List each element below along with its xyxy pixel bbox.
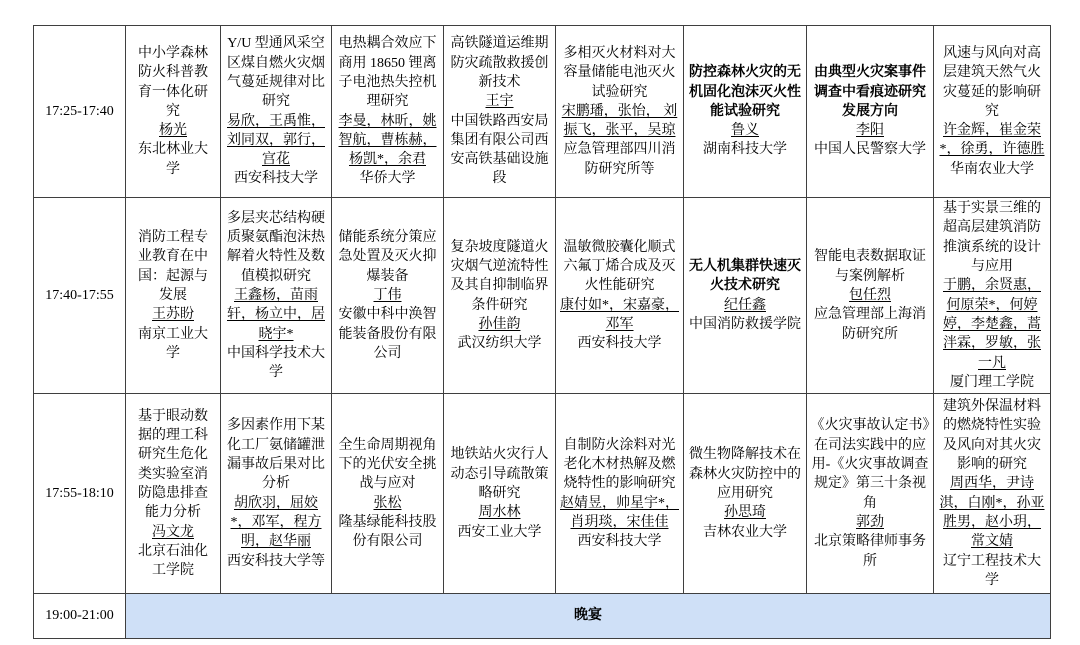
session-cell [444, 26, 556, 198]
paper-affiliation: 西安科技大学 [577, 336, 662, 352]
session-cell [556, 198, 684, 394]
banquet-cell: 晚宴 [126, 594, 1051, 639]
paper-title: 防控森林火灾的无机固化泡沫灭火性能试验研究 [689, 65, 801, 119]
paper-title: 风速与风向对高层建筑天然气火灾蔓延的影响研究 [943, 45, 1041, 119]
paper-title: 储能系统分策应急处置及灭火抑爆装备 [338, 229, 437, 284]
paper-title: 电热耦合效应下商用 18650 锂离子电池热失控机理研究 [338, 36, 437, 110]
paper-authors: 孙思琦 [724, 505, 766, 521]
paper-affiliation: 西安工业大学 [457, 524, 542, 540]
paper-title: 多因素作用下某化工厂氨储罐泄漏事故后果对比分析 [227, 418, 325, 492]
session-cell [934, 394, 1051, 594]
paper-title: 消防工程专业教育在中国：起源与发展 [138, 229, 208, 303]
paper-title: 高铁隧道运维期防灾疏散救援创新技术 [450, 36, 549, 90]
paper-affiliation: 应急管理部四川消防研究所等 [563, 142, 676, 177]
session-cell [126, 198, 221, 394]
paper-title: 智能电表数据取证与案例解析 [814, 249, 926, 284]
paper-authors: 王苏盼 [152, 307, 194, 323]
paper-affiliation: 西安科技大学 [577, 534, 662, 550]
session-cell [332, 26, 444, 198]
time-slot: 17:55-18:10 [34, 394, 126, 594]
paper-title: 温敏微胶囊化顺式六氟丁烯合成及灭火性能研究 [563, 239, 676, 294]
paper-authors: 王鑫杨，苗雨轩，杨立中，居晓宇* [227, 287, 325, 342]
paper-authors: 周西华，尹诗淇，白刚*，孙亚胜男，赵小玥，常文婧 [939, 476, 1045, 550]
session-cell [934, 198, 1051, 394]
paper-title: 自制防火涂料对光老化木材热解及燃烧特性的影响研究 [563, 437, 676, 492]
paper-affiliation: 武汉纺织大学 [457, 336, 542, 352]
paper-authors: 纪任鑫 [724, 297, 766, 313]
session-cell [934, 26, 1051, 198]
paper-affiliation: 北京策略律师事务所 [814, 534, 926, 569]
paper-title: 无人机集群快速灭火技术研究 [689, 258, 801, 294]
paper-authors: 包任烈 [849, 287, 891, 303]
session-cell [444, 394, 556, 594]
paper-title: 地铁站火灾行人动态引导疏散策略研究 [450, 447, 549, 501]
paper-authors: 李曼，林昕，姚智航，曹栋赫，杨凯*，余君 [338, 113, 437, 168]
session-cell [221, 198, 332, 394]
paper-authors: 孙佳韵 [478, 316, 521, 332]
paper-authors: 鲁义 [731, 123, 759, 139]
paper-title: 由典型火灾案事件调查中看痕迹研究发展方向 [814, 65, 926, 119]
session-cell [684, 198, 807, 394]
paper-authors: 王宇 [485, 94, 514, 110]
paper-title: 多层夹芯结构硬质聚氨酯泡沫热解着火特性及数值模拟研究 [227, 210, 325, 284]
session-cell [332, 198, 444, 394]
session-cell [807, 198, 934, 394]
session-cell [684, 394, 807, 594]
paper-authors: 康付如*，宋嘉豪，邓军 [560, 297, 679, 332]
paper-affiliation: 西安科技大学等 [227, 553, 325, 569]
paper-title: 《火灾事故认定书》在司法实践中的应用-《火灾事故调查规定》第三十条视角 [810, 418, 930, 511]
time-slot: 17:25-17:40 [34, 26, 126, 198]
paper-authors: 杨光 [159, 123, 187, 139]
session-cell [444, 198, 556, 394]
paper-affiliation: 西安科技大学 [234, 171, 318, 187]
paper-affiliation: 隆基绿能科技股份有限公司 [338, 514, 437, 550]
paper-affiliation: 东北林业大学 [138, 142, 208, 177]
paper-title: 微生物降解技术在森林火灾防控中的应用研究 [689, 447, 801, 501]
session-row [34, 26, 1051, 198]
paper-title: 复杂坡度隧道火灾烟气逆流特性及其自抑制临界条件研究 [450, 239, 549, 313]
banquet-row [34, 594, 1051, 639]
session-row [34, 198, 1051, 394]
paper-authors: 张松 [373, 495, 402, 511]
paper-affiliation: 湖南科技大学 [703, 142, 787, 158]
paper-affiliation: 华侨大学 [359, 171, 416, 187]
paper-affiliation: 北京石油化工学院 [138, 543, 208, 579]
paper-affiliation: 安徽中科中涣智能装备股份有限公司 [338, 307, 437, 361]
paper-title: Y/U 型通风采空区煤自燃火灾烟气蔓延规律对比研究 [227, 36, 325, 110]
paper-authors: 许金辉，崔金荣*，徐勇，许德胜 [939, 123, 1045, 158]
paper-authors: 易欣，王禹惟，刘同双，郭行，宫花 [227, 113, 325, 168]
paper-title: 全生命周期视角下的光伏安全挑战与应对 [338, 437, 437, 492]
session-cell [807, 26, 934, 198]
time-slot: 17:40-17:55 [34, 198, 126, 394]
session-cell [556, 26, 684, 198]
session-cell [221, 394, 332, 594]
paper-affiliation: 华南农业大学 [950, 161, 1034, 177]
paper-authors: 冯文龙 [152, 524, 194, 540]
paper-authors: 赵婧昱，帅星宇*，肖玥琰，宋佳佳 [560, 495, 679, 530]
paper-title: 中小学森林防火科普教育一体化研究 [138, 45, 208, 119]
paper-affiliation: 中国铁路西安局集团有限公司西安高铁基础设施段 [450, 113, 549, 187]
paper-authors: 丁伟 [373, 287, 402, 303]
session-cell [556, 394, 684, 594]
paper-authors: 郭劲 [856, 514, 884, 530]
paper-affiliation: 辽宁工程技术大学 [943, 553, 1041, 588]
paper-title: 基于实景三维的超高层建筑消防推演系统的设计与应用 [943, 201, 1041, 274]
session-cell [126, 394, 221, 594]
schedule-table [33, 25, 1051, 639]
paper-affiliation: 应急管理部上海消防研究所 [814, 307, 926, 342]
paper-authors: 宋鹏璠，张怡， 刘振飞，张平，吴琼 [561, 103, 678, 139]
session-cell [221, 26, 332, 198]
paper-affiliation: 中国人民警察大学 [814, 142, 926, 158]
session-cell [684, 26, 807, 198]
paper-affiliation: 中国消防救援学院 [689, 316, 801, 332]
paper-title: 多相灭火材料对大容量储能电池灭火试验研究 [563, 45, 676, 100]
paper-affiliation: 厦门理工学院 [950, 374, 1034, 390]
paper-title: 建筑外保温材料的燃烧特性实验及风向对其火灾影响的研究 [943, 399, 1041, 472]
paper-affiliation: 中国科学技术大学 [227, 345, 325, 381]
paper-authors: 李阳 [856, 123, 884, 139]
session-cell [126, 26, 221, 198]
session-row [34, 394, 1051, 594]
session-cell [332, 394, 444, 594]
session-cell [807, 394, 934, 594]
paper-authors: 于鹏，余贤惠，何原荣*，何婷婷，李楚鑫，蒿泮霖，罗敏，张一凡 [943, 278, 1041, 371]
paper-affiliation: 南京工业大学 [138, 326, 208, 361]
paper-affiliation: 吉林农业大学 [703, 524, 787, 540]
paper-title: 基于眼动数据的理工科研究生危化类实验室消防隐患排查能力分析 [138, 408, 208, 521]
time-slot-banquet: 19:00-21:00 [34, 594, 126, 639]
paper-authors: 周水林 [478, 505, 521, 521]
paper-authors: 胡欣羽，屈姣*，邓军，程方明，赵华丽 [230, 495, 322, 550]
